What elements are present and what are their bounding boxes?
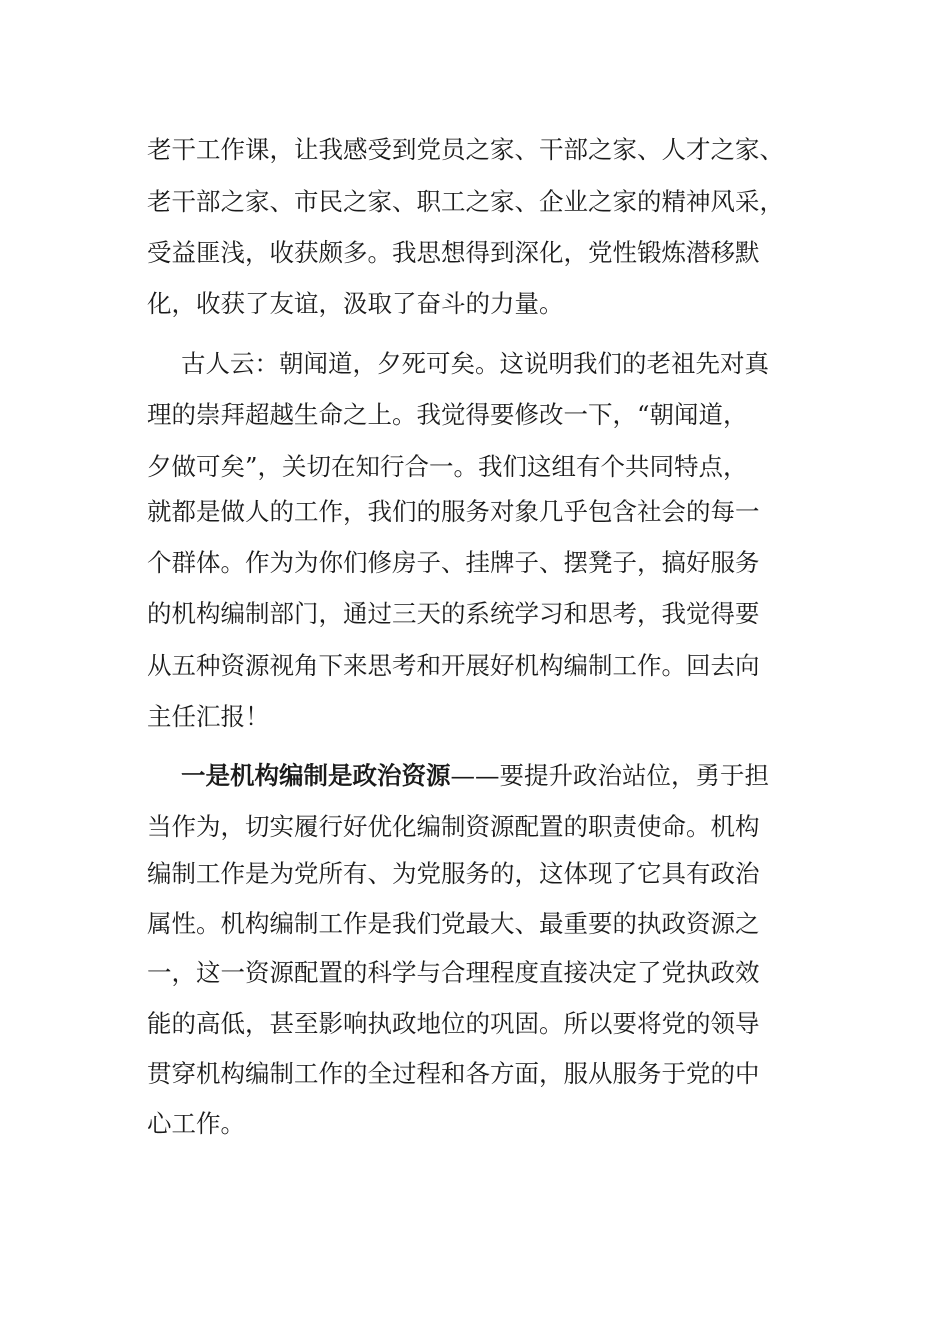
paragraph-1-line-4: 化，收获了友谊，汲取了奋斗的力量。 xyxy=(147,289,564,318)
paragraph-3-lead-text: ——要提升政治站位，勇于担 xyxy=(450,761,769,790)
paragraph-2-line-6: 的机构编制部门，通过三天的系统学习和思考，我觉得要 xyxy=(147,599,760,628)
paragraph-2-line-1: 古人云：朝闻道，夕死可矣。这说明我们的老祖先对真 xyxy=(181,349,769,378)
paragraph-3-line-5: 一，这一资源配置的科学与合理程度直接决定了党执政效 xyxy=(147,958,760,987)
paragraph-2-line-5: 个群体。作为为你们修房子、挂牌子、摆凳子，搞好服务 xyxy=(147,548,760,577)
paragraph-3-line-2: 当作为，切实履行好优化编制资源配置的职责使命。机构 xyxy=(147,812,760,841)
paragraph-2-line-3: 夕做可矣”，关切在知行合一。我们这组有个共同特点， xyxy=(147,452,748,481)
paragraph-1-line-3: 受益匪浅，收获颇多。我思想得到深化，党性锻炼潜移默 xyxy=(147,238,760,267)
paragraph-3-line-4: 属性。机构编制工作是我们党最大、最重要的执政资源之 xyxy=(147,909,760,938)
paragraph-3-line-8: 心工作。 xyxy=(147,1109,245,1138)
paragraph-3-line-3: 编制工作是为党所有、为党服务的，这体现了它具有政治 xyxy=(147,859,760,888)
paragraph-3-line-6: 能的高低，甚至影响执政地位的巩固。所以要将党的领导 xyxy=(147,1009,760,1038)
paragraph-1-line-1: 老干工作课，让我感受到党员之家、干部之家、人才之家、 xyxy=(147,135,784,164)
paragraph-3-line-7: 贯穿机构编制工作的全过程和各方面，服从服务于党的中 xyxy=(147,1059,760,1088)
paragraph-3-lead-heading: 一是机构编制是政治资源 xyxy=(181,761,451,790)
paragraph-2-line-7: 从五种资源视角下来思考和开展好机构编制工作。回去向 xyxy=(147,651,760,680)
paragraph-2-line-4: 就都是做人的工作，我们的服务对象几乎包含社会的每一 xyxy=(147,497,760,526)
paragraph-2-line-8: 主任汇报！ xyxy=(147,702,270,731)
paragraph-3-line-1 xyxy=(181,761,769,790)
paragraph-2-line-2: 理的崇拜超越生命之上。我觉得要修改一下，“朝闻道， xyxy=(147,400,748,429)
paragraph-1-line-2: 老干部之家、市民之家、职工之家、企业之家的精神风采， xyxy=(147,187,784,216)
